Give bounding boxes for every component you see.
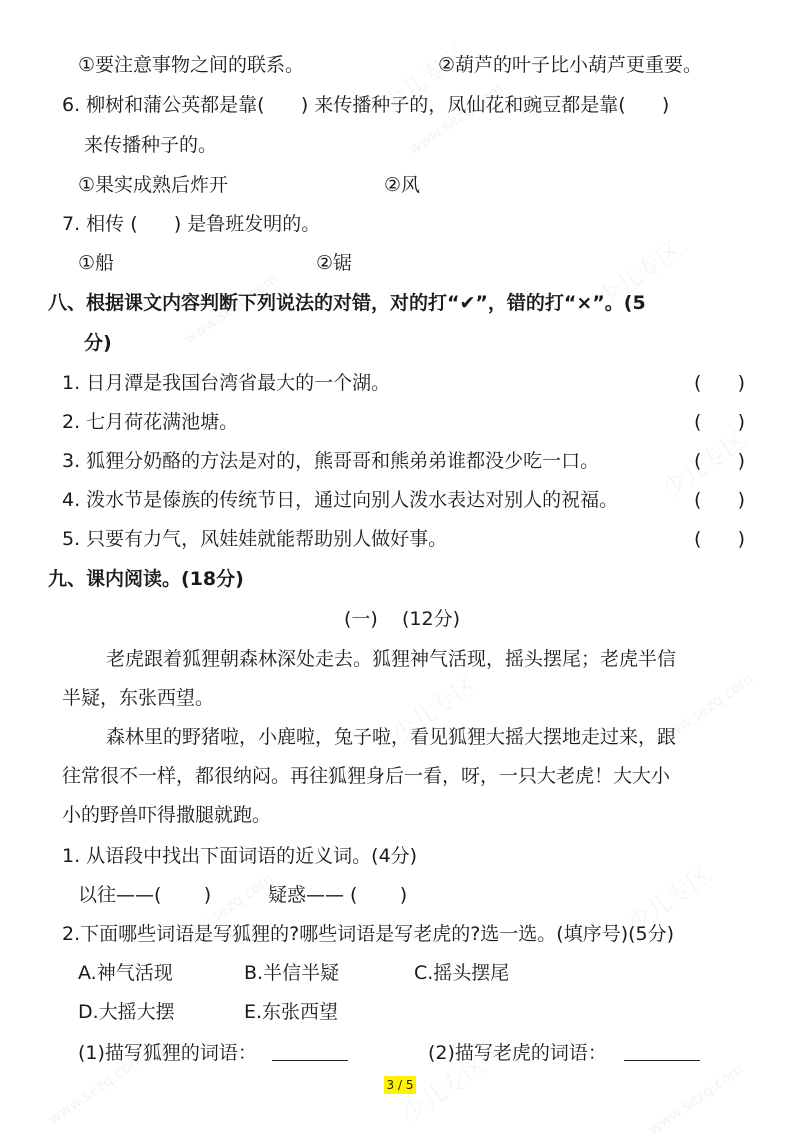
choice-b: B.半信半疑 [244,962,340,984]
answer-paren: ( ) [694,489,746,511]
passage-line: 半疑，东张西望。 [62,687,215,709]
choice-a: A.神气活现 [78,962,173,984]
judge-item-5: 5. 只要有力气，风娃娃就能帮助别人做好事。 [62,528,448,550]
synonym-blank-2: 疑惑—— ( ) [268,884,408,906]
judge-item-4: 4. 泼水节是傣族的传统节日，通过向别人泼水表达对别人的祝福。 [62,489,619,511]
choice-e: E.东张西望 [244,1001,339,1023]
option-2: ②葫芦的叶子比小葫芦更重要。 [438,54,703,76]
option-1: ①要注意事物之间的联系。 [78,54,305,76]
watermark-url: www.sezq.com [404,79,507,159]
question-6-cont: 来传播种子的。 [84,134,218,156]
answer-paren: ( ) [694,450,746,472]
section-9-heading: 九、课内阅读。(18分) [48,568,244,590]
page-number: 3 / 5 [384,1076,416,1094]
watermark-url: www.sezq.com [179,269,282,349]
choice-d: D.大摇大摆 [78,1001,175,1023]
judge-item-3: 3. 狐狸分奶酪的方法是对的，熊哥哥和熊弟弟谁都没少吃一口。 [62,450,600,472]
tiger-words-label: (2)描写老虎的词语： [428,1042,607,1064]
option-2: ②锯 [316,252,353,274]
tiger-words-blank[interactable] [624,1060,700,1061]
choice-c: C.摇头摆尾 [414,962,510,984]
question-7: 7. 相传 ( ) 是鲁班发明的。 [62,213,321,235]
question-6: 6. 柳树和蒲公英都是靠( ) 来传播种子的，凤仙花和豌豆都是靠( ) [62,94,670,116]
passage-line: 小的野兽吓得撒腿就跑。 [62,804,272,826]
passage-line: 往常很不一样，都很纳闷。再往狐狸身后一看，呀，一只大老虎！大大小 [62,765,671,787]
passage-line: 老虎跟着狐狸朝森林深处走去。狐狸神气活现，摇头摆尾；老虎半信 [106,648,677,670]
judge-item-1: 1. 日月潭是我国台湾省最大的一个湖。 [62,372,391,394]
option-1: ①船 [78,252,115,274]
watermark-url: www.sezq.com [654,669,757,749]
option-2: ②风 [384,174,421,196]
option-1: ①果实成熟后炸开 [78,174,229,196]
fox-words-label: (1)描写狐狸的词语： [78,1042,257,1064]
section-8-heading: 八、根据课文内容判断下列说法的对错，对的打“✔”，错的打“×”。(5 [48,292,646,314]
passage-line: 森林里的野猪啦，小鹿啦，兔子啦，看见狐狸大摇大摆地走过来，跟 [106,726,677,748]
watermark-url: www.sezq.com [44,1049,147,1129]
answer-paren: ( ) [694,528,746,550]
section-8-heading-cont: 分) [84,332,112,354]
answer-paren: ( ) [694,411,746,433]
reading-question-1: 1. 从语段中找出下面词语的近义词。(4分) [62,845,418,867]
fox-words-blank[interactable] [272,1060,348,1061]
passage-heading: (一) (12分) [344,608,460,630]
answer-paren: ( ) [694,372,746,394]
watermark-url: www.sezq.com [644,1059,747,1138]
judge-item-2: 2. 七月荷花满池塘。 [62,411,239,433]
watermark-url: www.sezq.com [174,869,277,949]
synonym-blank-1: 以往——( ) [78,884,212,906]
reading-question-2: 2.下面哪些词语是写狐狸的?哪些词语是写老虎的?选一选。(填序号)(5分) [62,923,675,945]
